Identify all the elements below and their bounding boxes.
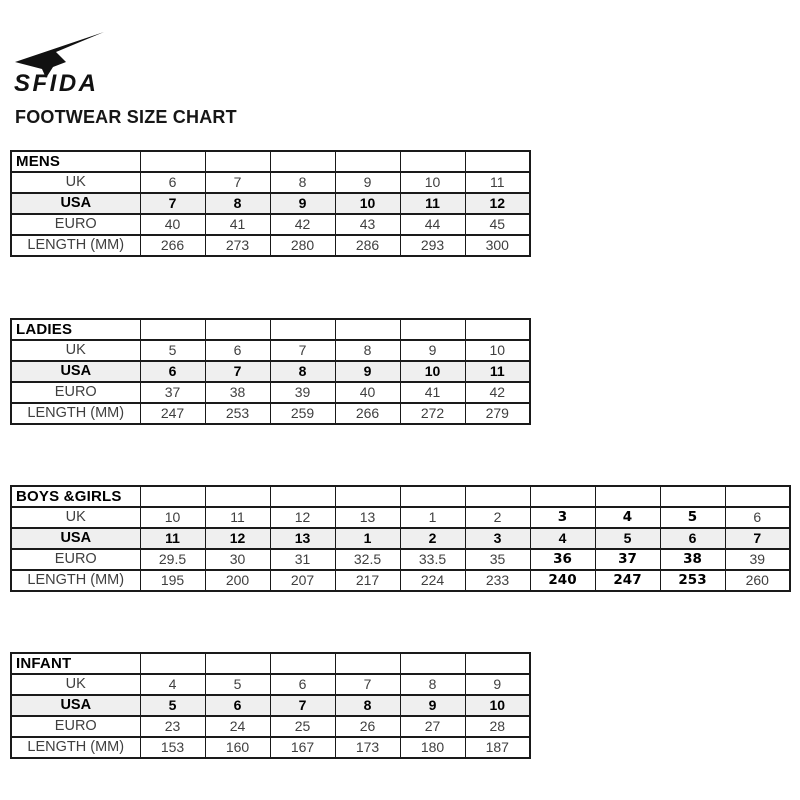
empty-header-cell xyxy=(205,486,270,507)
empty-header-cell xyxy=(270,486,335,507)
empty-header-cell xyxy=(335,486,400,507)
table-row-length-mm xyxy=(11,235,530,256)
size-cell: 38 xyxy=(205,382,270,403)
empty-header-cell xyxy=(530,486,595,507)
table-row-uk xyxy=(11,507,790,528)
table-header-row xyxy=(11,653,530,674)
row-label: EURO xyxy=(11,214,140,235)
size-cell: 240 xyxy=(530,570,595,591)
size-cell: 6 xyxy=(140,172,205,193)
size-cell: 13 xyxy=(270,528,335,549)
size-cell: 1 xyxy=(335,528,400,549)
size-cell: 273 xyxy=(205,235,270,256)
size-cell: 7 xyxy=(270,340,335,361)
size-cell: 11 xyxy=(465,172,530,193)
empty-header-cell xyxy=(335,653,400,674)
empty-header-cell xyxy=(465,653,530,674)
brand-name: SFIDA xyxy=(14,70,99,97)
size-cell: 23 xyxy=(140,716,205,737)
row-label: LENGTH (MM) xyxy=(11,737,140,758)
table-row-euro xyxy=(11,716,530,737)
size-cell: 259 xyxy=(270,403,335,424)
row-label: EURO xyxy=(11,549,140,570)
size-cell: 187 xyxy=(465,737,530,758)
row-label: LENGTH (MM) xyxy=(11,570,140,591)
size-cell: 286 xyxy=(335,235,400,256)
size-cell: 167 xyxy=(270,737,335,758)
size-cell: 33.5 xyxy=(400,549,465,570)
table-row-length-mm xyxy=(11,403,530,424)
size-cell: 2 xyxy=(465,507,530,528)
table-row-uk xyxy=(11,340,530,361)
table-row-uk xyxy=(11,172,530,193)
empty-header-cell xyxy=(140,653,205,674)
size-cell: 10 xyxy=(400,172,465,193)
size-cell: 7 xyxy=(205,361,270,382)
row-label: USA xyxy=(11,361,140,382)
size-cell: 217 xyxy=(335,570,400,591)
size-cell: 253 xyxy=(660,570,725,591)
table-title: INFANT xyxy=(11,653,140,674)
row-label: UK xyxy=(11,507,140,528)
empty-header-cell xyxy=(270,653,335,674)
empty-header-cell xyxy=(660,486,725,507)
size-cell: 5 xyxy=(140,340,205,361)
empty-header-cell xyxy=(140,319,205,340)
size-cell: 266 xyxy=(140,235,205,256)
table-row-uk xyxy=(11,674,530,695)
size-cell: 9 xyxy=(335,361,400,382)
empty-header-cell xyxy=(205,319,270,340)
size-cell: 32.5 xyxy=(335,549,400,570)
size-cell: 279 xyxy=(465,403,530,424)
size-cell: 40 xyxy=(140,214,205,235)
size-cell: 6 xyxy=(140,361,205,382)
size-cell: 8 xyxy=(270,361,335,382)
empty-header-cell xyxy=(725,486,790,507)
empty-header-cell xyxy=(335,319,400,340)
size-cell: 300 xyxy=(465,235,530,256)
size-cell: 6 xyxy=(660,528,725,549)
size-cell: 247 xyxy=(595,570,660,591)
size-cell: 10 xyxy=(140,507,205,528)
size-cell: 6 xyxy=(725,507,790,528)
page-title: FOOTWEAR SIZE CHART xyxy=(15,107,237,127)
size-cell: 24 xyxy=(205,716,270,737)
row-label: UK xyxy=(11,340,140,361)
empty-header-cell xyxy=(465,319,530,340)
size-cell: 4 xyxy=(595,507,660,528)
size-cell: 233 xyxy=(465,570,530,591)
size-cell: 224 xyxy=(400,570,465,591)
size-cell: 6 xyxy=(205,695,270,716)
empty-header-cell xyxy=(400,151,465,172)
size-table-mens xyxy=(10,150,531,257)
size-cell: 11 xyxy=(140,528,205,549)
table-row-usa xyxy=(11,193,530,214)
row-label: USA xyxy=(11,193,140,214)
size-cell: 200 xyxy=(205,570,270,591)
empty-header-cell xyxy=(465,151,530,172)
size-cell: 25 xyxy=(270,716,335,737)
size-cell: 260 xyxy=(725,570,790,591)
size-cell: 280 xyxy=(270,235,335,256)
size-cell: 36 xyxy=(530,549,595,570)
size-cell: 9 xyxy=(270,193,335,214)
size-cell: 11 xyxy=(400,193,465,214)
size-cell: 6 xyxy=(270,674,335,695)
size-cell: 30 xyxy=(205,549,270,570)
table-header-row xyxy=(11,151,530,172)
size-cell: 10 xyxy=(335,193,400,214)
table-row-length-mm xyxy=(11,737,530,758)
size-cell: 5 xyxy=(205,674,270,695)
size-cell: 12 xyxy=(465,193,530,214)
table-header-row xyxy=(11,486,790,507)
size-table-infant xyxy=(10,652,531,759)
size-cell: 5 xyxy=(595,528,660,549)
size-cell: 1 xyxy=(400,507,465,528)
size-cell: 11 xyxy=(205,507,270,528)
size-cell: 8 xyxy=(270,172,335,193)
row-label: EURO xyxy=(11,382,140,403)
row-label: LENGTH (MM) xyxy=(11,403,140,424)
size-cell: 39 xyxy=(725,549,790,570)
size-cell: 12 xyxy=(270,507,335,528)
size-cell: 44 xyxy=(400,214,465,235)
size-cell: 13 xyxy=(335,507,400,528)
size-cell: 8 xyxy=(205,193,270,214)
size-cell: 43 xyxy=(335,214,400,235)
size-cell: 8 xyxy=(335,695,400,716)
size-cell: 27 xyxy=(400,716,465,737)
size-cell: 35 xyxy=(465,549,530,570)
size-cell: 10 xyxy=(465,340,530,361)
size-cell: 26 xyxy=(335,716,400,737)
size-cell: 28 xyxy=(465,716,530,737)
size-cell: 7 xyxy=(270,695,335,716)
row-label: USA xyxy=(11,695,140,716)
table-row-length-mm xyxy=(11,570,790,591)
table-title: LADIES xyxy=(11,319,140,340)
table-row-euro xyxy=(11,549,790,570)
size-cell: 8 xyxy=(400,674,465,695)
row-label: UK xyxy=(11,674,140,695)
size-table-boys-girls xyxy=(10,485,791,592)
row-label: USA xyxy=(11,528,140,549)
size-cell: 153 xyxy=(140,737,205,758)
size-cell: 9 xyxy=(400,340,465,361)
table-row-usa xyxy=(11,528,790,549)
empty-header-cell xyxy=(400,486,465,507)
empty-header-cell xyxy=(140,151,205,172)
size-cell: 37 xyxy=(595,549,660,570)
size-cell: 4 xyxy=(530,528,595,549)
size-cell: 3 xyxy=(530,507,595,528)
empty-header-cell xyxy=(335,151,400,172)
size-cell: 42 xyxy=(270,214,335,235)
size-cell: 41 xyxy=(205,214,270,235)
table-row-euro xyxy=(11,382,530,403)
size-cell: 293 xyxy=(400,235,465,256)
empty-header-cell xyxy=(205,151,270,172)
size-cell: 8 xyxy=(335,340,400,361)
size-cell: 207 xyxy=(270,570,335,591)
empty-header-cell xyxy=(270,319,335,340)
size-cell: 6 xyxy=(205,340,270,361)
empty-header-cell xyxy=(270,151,335,172)
size-cell: 7 xyxy=(725,528,790,549)
empty-header-cell xyxy=(400,319,465,340)
size-cell: 10 xyxy=(400,361,465,382)
table-row-usa xyxy=(11,361,530,382)
empty-header-cell xyxy=(595,486,660,507)
table-title: BOYS &GIRLS xyxy=(11,486,140,507)
table-header-row xyxy=(11,319,530,340)
size-cell: 5 xyxy=(660,507,725,528)
table-row-euro xyxy=(11,214,530,235)
size-cell: 41 xyxy=(400,382,465,403)
size-cell: 253 xyxy=(205,403,270,424)
size-cell: 37 xyxy=(140,382,205,403)
size-cell: 2 xyxy=(400,528,465,549)
size-cell: 9 xyxy=(465,674,530,695)
size-cell: 9 xyxy=(335,172,400,193)
size-cell: 247 xyxy=(140,403,205,424)
size-cell: 42 xyxy=(465,382,530,403)
row-label: EURO xyxy=(11,716,140,737)
size-cell: 7 xyxy=(140,193,205,214)
size-cell: 4 xyxy=(140,674,205,695)
size-cell: 45 xyxy=(465,214,530,235)
size-cell: 29.5 xyxy=(140,549,205,570)
size-cell: 160 xyxy=(205,737,270,758)
size-table-ladies xyxy=(10,318,531,425)
size-cell: 272 xyxy=(400,403,465,424)
table-row-usa xyxy=(11,695,530,716)
size-cell: 173 xyxy=(335,737,400,758)
size-cell: 195 xyxy=(140,570,205,591)
size-cell: 31 xyxy=(270,549,335,570)
row-label: UK xyxy=(11,172,140,193)
size-cell: 40 xyxy=(335,382,400,403)
size-cell: 12 xyxy=(205,528,270,549)
empty-header-cell xyxy=(465,486,530,507)
size-cell: 180 xyxy=(400,737,465,758)
size-cell: 266 xyxy=(335,403,400,424)
size-cell: 39 xyxy=(270,382,335,403)
empty-header-cell xyxy=(400,653,465,674)
size-cell: 5 xyxy=(140,695,205,716)
empty-header-cell xyxy=(140,486,205,507)
size-cell: 9 xyxy=(400,695,465,716)
table-title: MENS xyxy=(11,151,140,172)
size-cell: 3 xyxy=(465,528,530,549)
size-cell: 7 xyxy=(335,674,400,695)
empty-header-cell xyxy=(205,653,270,674)
size-cell: 7 xyxy=(205,172,270,193)
size-cell: 11 xyxy=(465,361,530,382)
size-cell: 10 xyxy=(465,695,530,716)
size-cell: 38 xyxy=(660,549,725,570)
row-label: LENGTH (MM) xyxy=(11,235,140,256)
